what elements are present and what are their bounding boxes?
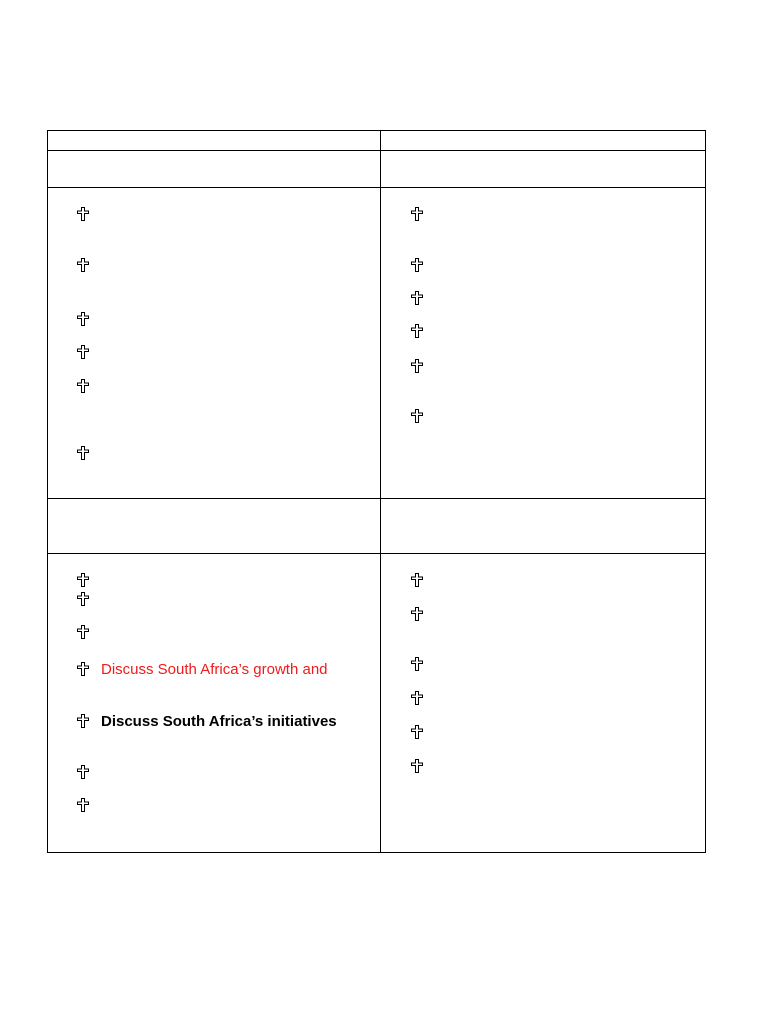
cross-icon xyxy=(410,323,424,339)
table-column-divider xyxy=(380,130,381,853)
list-item-text-highlighted: Discuss South Africa’s growth and xyxy=(101,661,328,678)
cross-icon xyxy=(410,656,424,672)
table-row-divider xyxy=(47,553,706,554)
list-item-text-bold: Discuss South Africa’s initiatives xyxy=(101,713,337,730)
cross-icon xyxy=(410,758,424,774)
cross-icon xyxy=(76,764,90,780)
cross-icon xyxy=(76,445,90,461)
cross-icon xyxy=(76,378,90,394)
cross-icon xyxy=(410,572,424,588)
cross-icon xyxy=(410,290,424,306)
table-row-divider xyxy=(47,187,706,188)
table-border-bottom xyxy=(47,852,706,853)
table-row-divider xyxy=(47,150,706,151)
cross-icon xyxy=(410,408,424,424)
cross-icon xyxy=(76,591,90,607)
table-border-top xyxy=(47,130,706,131)
table-border-left xyxy=(47,130,48,853)
table-row-divider xyxy=(47,498,706,499)
table-border-right xyxy=(705,130,706,853)
cross-icon xyxy=(76,257,90,273)
cross-icon xyxy=(76,624,90,640)
cross-icon xyxy=(76,713,90,729)
cross-icon xyxy=(410,606,424,622)
cross-icon xyxy=(410,358,424,374)
cross-icon xyxy=(76,206,90,222)
cross-icon xyxy=(76,661,90,677)
cross-icon xyxy=(410,724,424,740)
cross-icon xyxy=(410,206,424,222)
cross-icon xyxy=(76,797,90,813)
cross-icon xyxy=(76,311,90,327)
cross-icon xyxy=(76,344,90,360)
cross-icon xyxy=(76,572,90,588)
cross-icon xyxy=(410,690,424,706)
cross-icon xyxy=(410,257,424,273)
